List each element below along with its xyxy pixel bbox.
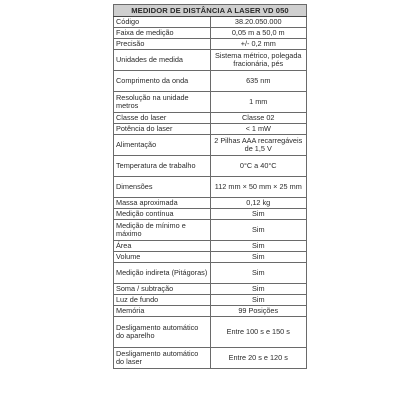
spec-row-area (114, 241, 307, 252)
spec-row-onda (114, 71, 307, 92)
spec-label: Massa aproximada (114, 198, 211, 209)
spec-row-potencia (114, 124, 307, 135)
spec-label: Potência do laser (114, 124, 211, 135)
spec-value: Sim (210, 220, 307, 241)
spec-row-resolucao (114, 92, 307, 113)
spec-label: Medição de mínimo e máximo (114, 220, 211, 241)
table-header-row (114, 5, 307, 17)
spec-sheet (113, 4, 307, 369)
spec-row-codigo (114, 17, 307, 28)
spec-value: Sim (210, 241, 307, 252)
spec-row-precisao (114, 39, 307, 50)
spec-label: Área (114, 241, 211, 252)
spec-value: 635 nm (210, 71, 307, 92)
spec-label: Soma / subtração (114, 284, 211, 295)
spec-value: 38.20.050.000 (210, 17, 307, 28)
spec-row-unidades (114, 50, 307, 71)
spec-row-volume (114, 252, 307, 263)
spec-row-classe (114, 113, 307, 124)
spec-label: Comprimento da onda (114, 71, 211, 92)
spec-label: Classe do laser (114, 113, 211, 124)
spec-label: Luz de fundo (114, 295, 211, 306)
spec-label: Faixa de medição (114, 28, 211, 39)
spec-value: 112 mm × 50 mm × 25 mm (210, 177, 307, 198)
spec-value: 99 Posições (210, 306, 307, 317)
spec-row-dimensoes (114, 177, 307, 198)
spec-value: Sim (210, 263, 307, 284)
spec-table (113, 4, 307, 369)
spec-value: 2 Pilhas AAA recarregáveis de 1,5 V (210, 135, 307, 156)
table-title: MEDIDOR DE DISTÂNCIA A LASER VD 050 (114, 5, 307, 17)
spec-value: 1 mm (210, 92, 307, 113)
spec-value: Sistema métrico, polegada fracionária, pés (210, 50, 307, 71)
spec-label: Desligamento automático do laser (114, 348, 211, 369)
spec-label: Resolução na unidade metros (114, 92, 211, 113)
spec-row-min-max (114, 220, 307, 241)
spec-row-desligamento-laser (114, 348, 307, 369)
spec-label: Medição indireta (Pitágoras) (114, 263, 211, 284)
spec-value: Classe 02 (210, 113, 307, 124)
spec-value: +/- 0,2 mm (210, 39, 307, 50)
spec-label: Desligamento automático do aparelho (114, 317, 211, 348)
spec-row-massa (114, 198, 307, 209)
spec-row-temperatura (114, 156, 307, 177)
spec-value: 0,05 m a 50,0 m (210, 28, 307, 39)
spec-value: 0°C a 40°C (210, 156, 307, 177)
spec-label: Código (114, 17, 211, 28)
spec-value: Sim (210, 209, 307, 220)
spec-value: < 1 mW (210, 124, 307, 135)
spec-label: Volume (114, 252, 211, 263)
spec-row-luz (114, 295, 307, 306)
spec-label: Memória (114, 306, 211, 317)
spec-value: Sim (210, 295, 307, 306)
spec-label: Medição contínua (114, 209, 211, 220)
spec-row-alimentacao (114, 135, 307, 156)
spec-value: Sim (210, 252, 307, 263)
spec-row-faixa (114, 28, 307, 39)
spec-value: 0,12 kg (210, 198, 307, 209)
spec-row-memoria (114, 306, 307, 317)
spec-row-desligamento-aparelho (114, 317, 307, 348)
spec-row-continua (114, 209, 307, 220)
spec-row-pitagoras (114, 263, 307, 284)
spec-value: Sim (210, 284, 307, 295)
spec-value: Entre 20 s e 120 s (210, 348, 307, 369)
spec-label: Temperatura de trabalho (114, 156, 211, 177)
spec-value: Entre 100 s e 150 s (210, 317, 307, 348)
spec-label: Unidades de medida (114, 50, 211, 71)
spec-label: Dimensões (114, 177, 211, 198)
spec-label: Precisão (114, 39, 211, 50)
spec-label: Alimentação (114, 135, 211, 156)
spec-row-soma (114, 284, 307, 295)
